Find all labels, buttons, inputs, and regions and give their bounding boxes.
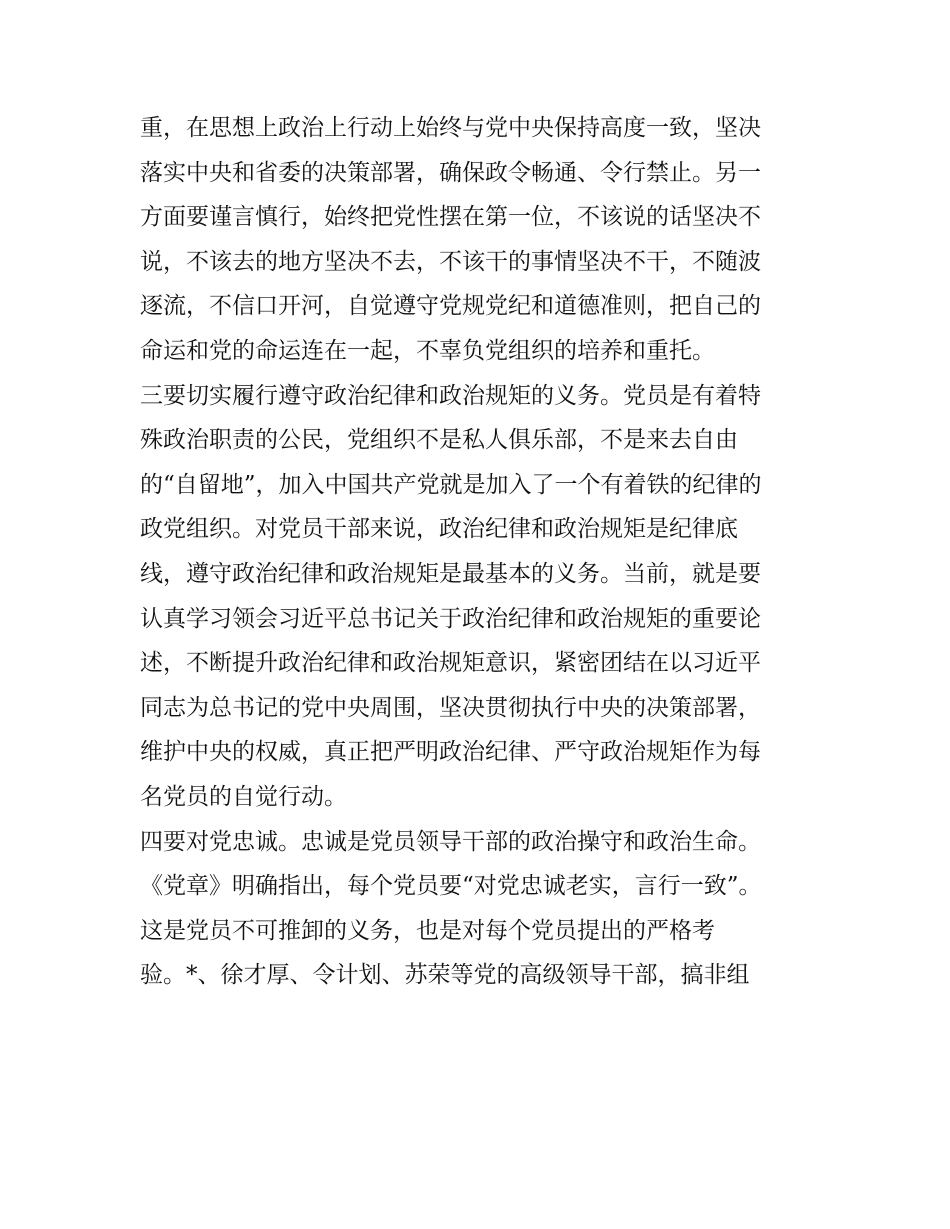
body-text (140, 106, 830, 998)
text-line: 的“自留地”，加入中国共产党就是加入了一个有着铁的纪律的 (140, 471, 762, 498)
text-line: 《党章》明确指出，每个党员要“对党忠诚老实，言行一致”。 (140, 873, 762, 900)
text-line: 三要切实履行遵守政治纪律和政治规矩的义务。党员是有着特 (140, 382, 761, 409)
text-line: 述，不断提升政治纪律和政治规矩意识，紧密团结在以习近平 (140, 650, 761, 677)
text-line: 重，在思想上政治上行动上始终与党中央保持高度一致，坚决 (140, 115, 761, 141)
text-line: 线，遵守政治纪律和政治规矩是最基本的义务。当前，就是要 (140, 560, 761, 587)
text-line: 命运和党的命运连在一起，不辜负党组织的培养和重托。 (140, 337, 715, 364)
text-line: 同志为总书记的党中央周围，坚决贯彻执行中央的决策部署， (140, 694, 761, 721)
text-line: 说，不该去的地方坚决不去，不该干的事情坚决不干，不随波 (140, 248, 761, 275)
text-line: 方面要谨言慎行，始终把党性摆在第一位，不该说的话坚决不 (140, 204, 761, 231)
text-line: 逐流，不信口开河，自觉遵守党规党纪和道德准则，把自己的 (140, 293, 761, 320)
text-line: 四要对党忠诚。忠诚是党员领导干部的政治操守和政治生命。 (140, 828, 761, 855)
text-line: 名党员的自觉行动。 (140, 783, 347, 810)
text-line: 验。*、徐才厚、令计划、苏荣等党的高级领导干部，搞非组 (140, 962, 750, 989)
text-line: 这是党员不可推卸的义务，也是对每个党员提出的严格考 (140, 917, 715, 944)
text-line: 维护中央的权威，真正把严明政治纪律、严守政治规矩作为每 (140, 739, 761, 766)
text-line: 殊政治职责的公民，党组织不是私人俱乐部，不是来去自由 (140, 427, 738, 454)
text-line: 认真学习领会习近平总书记关于政治纪律和政治规矩的重要论 (140, 605, 761, 632)
text-line: 政党组织。对党员干部来说，政治纪律和政治规矩是纪律底 (140, 516, 738, 543)
text-line: 落实中央和省委的决策部署，确保政令畅通、令行禁止。另一 (140, 159, 761, 186)
